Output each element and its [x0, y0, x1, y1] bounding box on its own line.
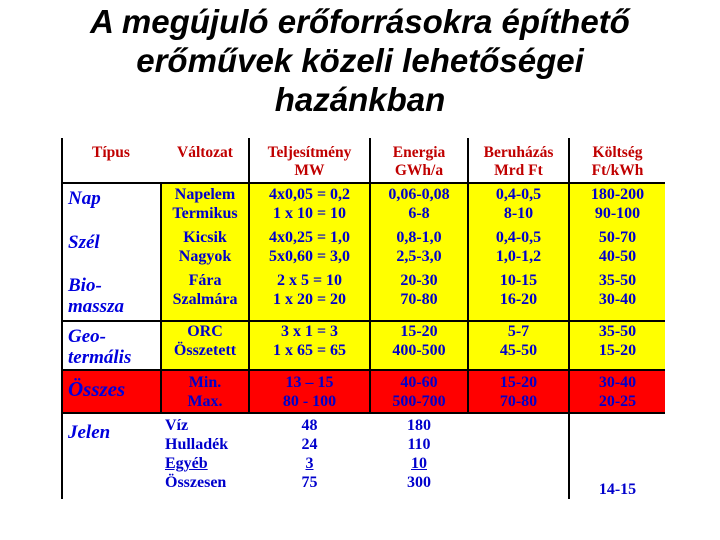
- header-tipus: Típus: [92, 144, 130, 161]
- bio-energia-1: 20-30: [400, 272, 438, 289]
- row-divider-geo: [61, 320, 665, 322]
- category-bio-1: Bio-: [68, 275, 102, 296]
- osszes-teljesitmeny-2: 80 - 100: [282, 393, 337, 410]
- nap-beruhazas-1: 0,4-0,5: [495, 186, 542, 203]
- category-jelen: Jelen: [68, 422, 111, 443]
- nap-koltseg-2: 90-100: [594, 205, 641, 222]
- osszes-energia-2: 500-700: [392, 393, 446, 410]
- geo-koltseg-2: 15-20: [598, 342, 637, 359]
- jelen-teljesitmeny-4: 75: [301, 474, 318, 491]
- category-geo-1: Geo-: [68, 326, 106, 347]
- header-beruhazas-unit: Mrd Ft: [494, 162, 543, 179]
- bio-energia-2: 70-80: [400, 291, 438, 308]
- header-teljesitmeny: Teljesítmény: [267, 144, 352, 161]
- szel-teljesitmeny-2: 5x0,60 = 3,0: [268, 248, 351, 265]
- jelen-energia-4: 300: [407, 474, 431, 491]
- jelen-koltseg-1: 14-15: [598, 481, 637, 498]
- header-energia-unit: GWh/a: [394, 162, 444, 179]
- nap-energia-2: 6-8: [408, 205, 430, 222]
- geo-valtozat-2: Összetett: [173, 342, 237, 359]
- szel-beruhazas-1: 0,4-0,5: [495, 229, 542, 246]
- bio-valtozat-2: Szalmára: [172, 291, 238, 308]
- category-geo-2: termális: [68, 347, 132, 368]
- szel-teljesitmeny-1: 4x0,25 = 1,0: [268, 229, 351, 246]
- table-border-left: [61, 138, 63, 499]
- category-nap: Nap: [68, 188, 101, 209]
- row-divider-total: [61, 369, 665, 371]
- header-valtozat: Változat: [177, 144, 233, 161]
- osszes-valtozat-1: Min.: [188, 374, 222, 391]
- bio-koltseg-2: 30-40: [598, 291, 637, 308]
- header-energia: Energia: [392, 144, 446, 161]
- osszes-koltseg-2: 20-25: [598, 393, 637, 410]
- nap-valtozat-2: Termikus: [172, 205, 238, 222]
- bio-beruhazas-2: 16-20: [499, 291, 538, 308]
- header-teljesitmeny-unit: MW: [294, 162, 325, 179]
- nap-beruhazas-2: 8-10: [503, 205, 534, 222]
- category-szel: Szél: [68, 232, 100, 253]
- szel-valtozat-2: Nagyok: [178, 248, 232, 265]
- row-divider-header: [61, 182, 665, 184]
- row-divider-total-bottom: [61, 412, 665, 414]
- nap-teljesitmeny-2: 1 x 10 = 10: [272, 205, 347, 222]
- jelen-teljesitmeny-1: 48: [301, 417, 318, 434]
- jelen-energia-1: 180: [407, 417, 431, 434]
- nap-teljesitmeny-1: 4x0,05 = 0,2: [268, 186, 351, 203]
- geo-beruhazas-2: 45-50: [499, 342, 538, 359]
- geo-valtozat-1: ORC: [187, 323, 223, 340]
- jelen-valtozat-2: Hulladék: [165, 436, 229, 453]
- szel-energia-1: 0,8-1,0: [396, 229, 442, 246]
- title-line-3: hazánkban: [274, 81, 446, 118]
- szel-energia-2: 2,5-3,0: [396, 248, 442, 265]
- osszes-energia-1: 40-60: [400, 374, 438, 391]
- bio-valtozat-1: Fára: [188, 272, 222, 289]
- nap-energia-1: 0,06-0,08: [388, 186, 450, 203]
- jelen-energia-3: 10: [411, 455, 427, 472]
- bio-teljesitmeny-2: 1 x 20 = 20: [272, 291, 347, 308]
- geo-beruhazas-1: 5-7: [507, 323, 530, 340]
- geo-energia-1: 15-20: [400, 323, 438, 340]
- jelen-valtozat-1: Víz: [165, 417, 189, 434]
- osszes-beruhazas-1: 15-20: [499, 374, 538, 391]
- szel-beruhazas-2: 1,0-1,2: [495, 248, 542, 265]
- geo-teljesitmeny-2: 1 x 65 = 65: [272, 342, 347, 359]
- jelen-teljesitmeny-3: 3: [305, 455, 314, 472]
- title-line-2: erőművek közeli lehetőségei: [136, 42, 584, 79]
- nap-valtozat-1: Napelem: [174, 186, 236, 203]
- bio-beruhazas-1: 10-15: [499, 272, 538, 289]
- osszes-valtozat-2: Max.: [187, 393, 223, 410]
- category-osszes: Összes: [68, 377, 126, 401]
- szel-valtozat-1: Kicsik: [183, 229, 227, 246]
- osszes-teljesitmeny-1: 13 – 15: [285, 374, 334, 391]
- jelen-valtozat-3: Egyéb: [165, 455, 208, 472]
- osszes-beruhazas-2: 70-80: [499, 393, 538, 410]
- szel-koltseg-2: 40-50: [598, 248, 637, 265]
- geo-teljesitmeny-1: 3 x 1 = 3: [280, 323, 339, 340]
- jelen-teljesitmeny-2: 24: [301, 436, 318, 453]
- bio-koltseg-1: 35-50: [598, 272, 637, 289]
- szel-koltseg-1: 50-70: [598, 229, 637, 246]
- header-koltseg: Költség: [592, 144, 643, 161]
- jelen-energia-2: 110: [407, 436, 431, 453]
- geo-koltseg-1: 35-50: [598, 323, 637, 340]
- bio-teljesitmeny-1: 2 x 5 = 10: [276, 272, 343, 289]
- category-bio-2: massza: [68, 296, 124, 317]
- geo-energia-2: 400-500: [392, 342, 446, 359]
- jelen-valtozat-4: Összesen: [165, 474, 227, 491]
- title-line-1: A megújuló erőforrásokra építhető: [90, 3, 630, 40]
- header-beruhazas: Beruházás: [483, 144, 554, 161]
- header-koltseg-unit: Ft/kWh: [591, 162, 644, 179]
- nap-koltseg-1: 180-200: [590, 186, 645, 203]
- osszes-koltseg-1: 30-40: [598, 374, 637, 391]
